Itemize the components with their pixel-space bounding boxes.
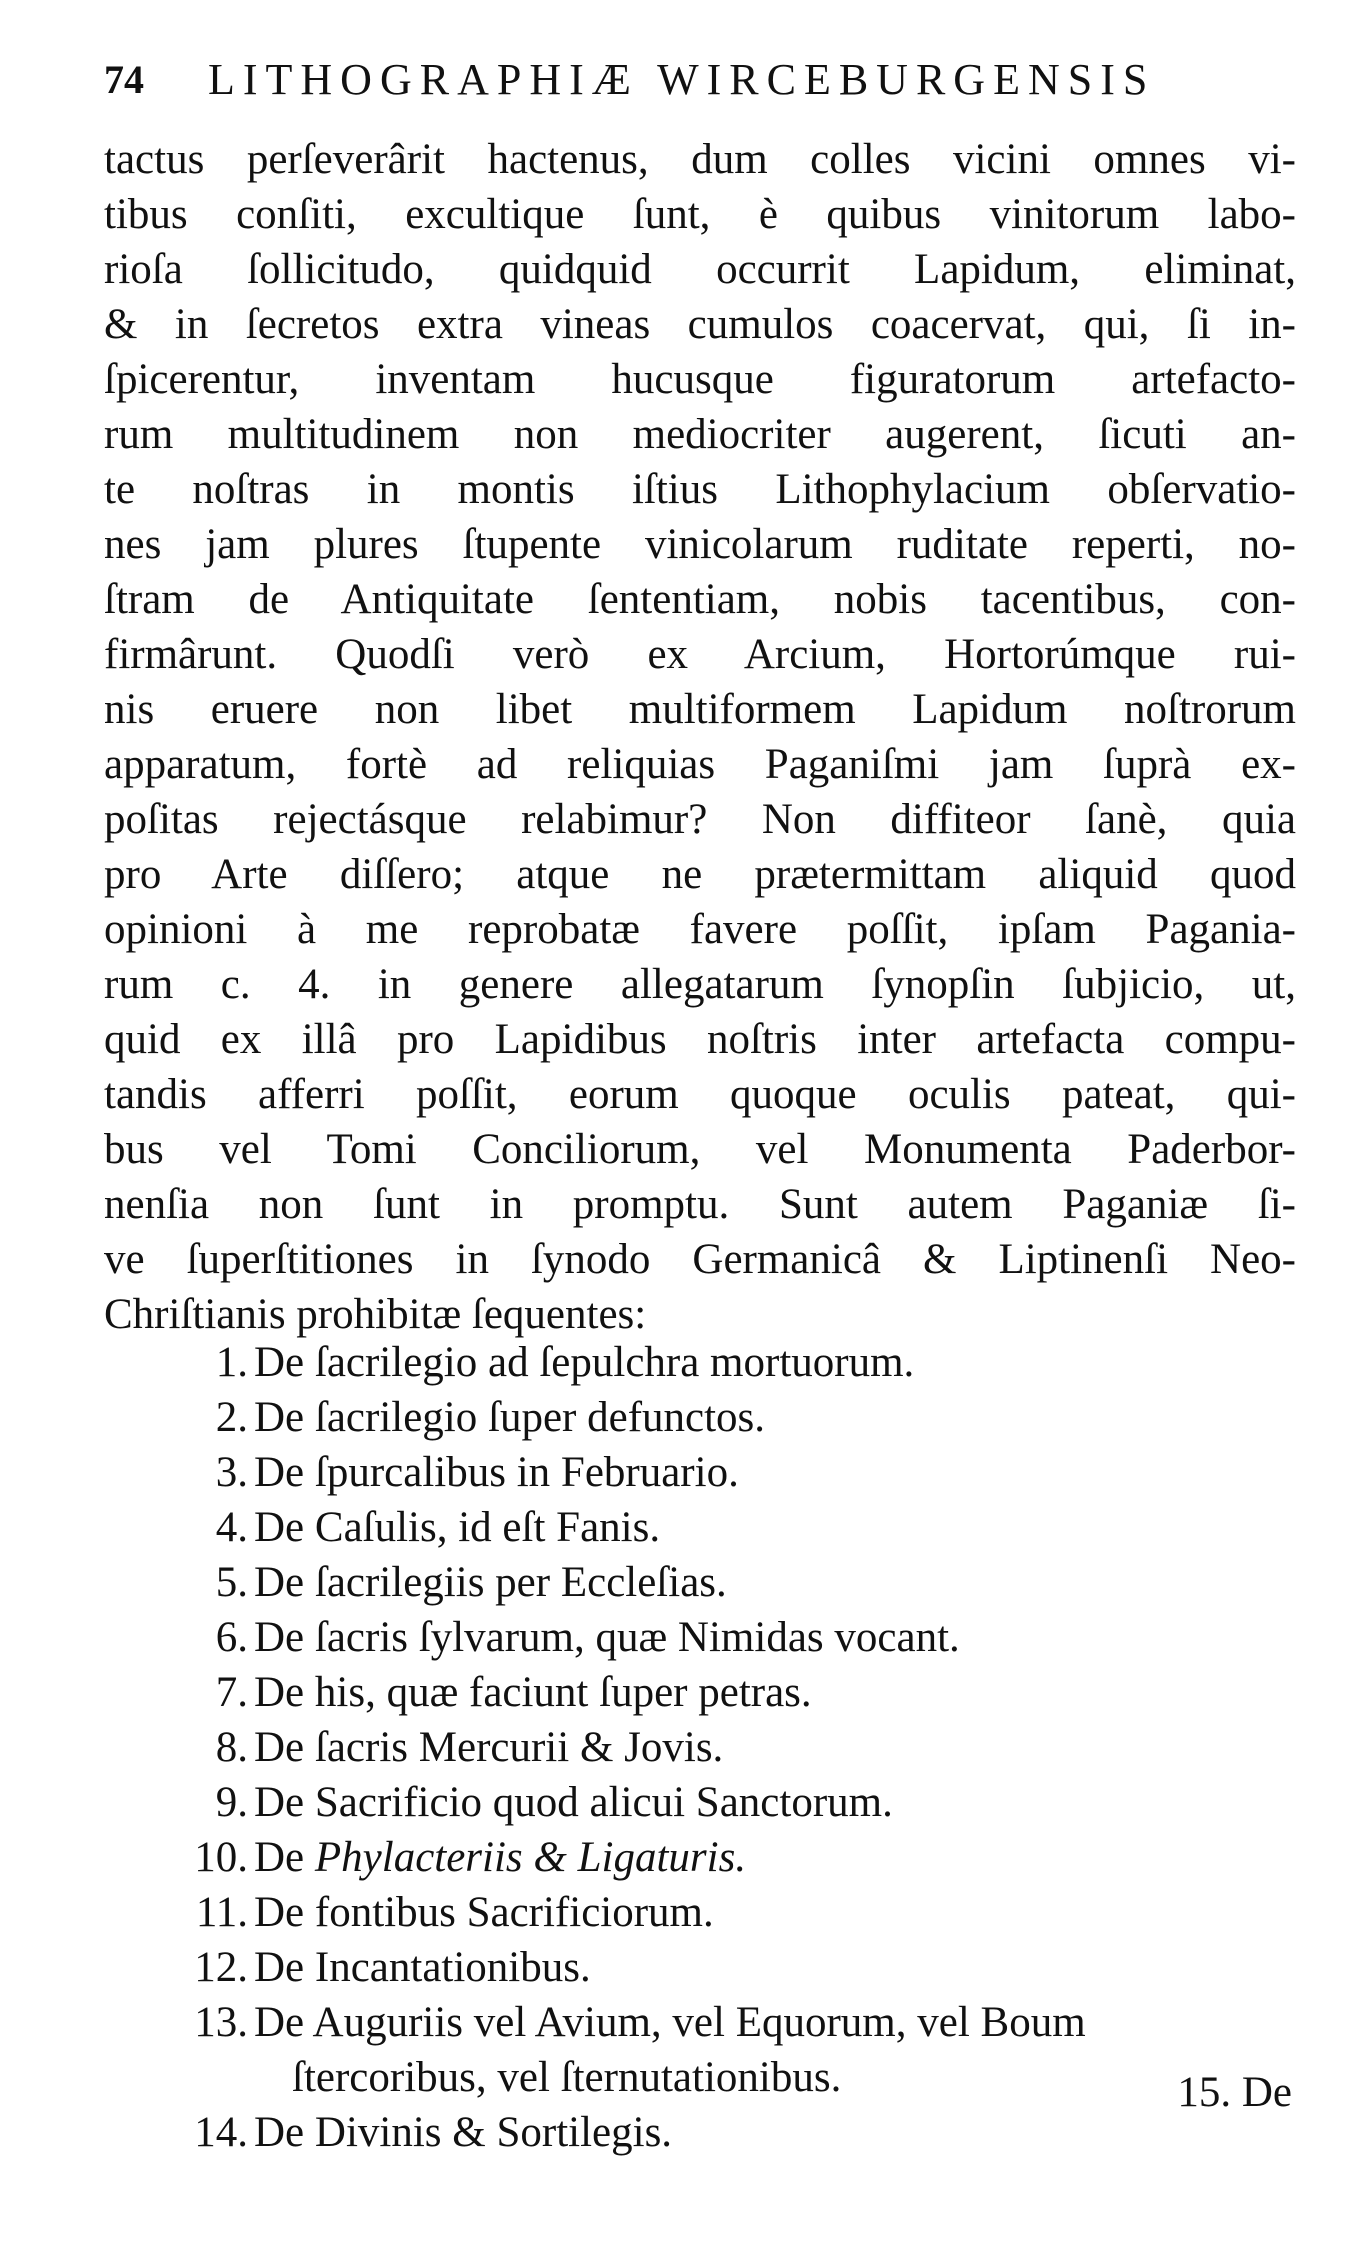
catchword: 15. De <box>1177 2069 1292 2116</box>
list-item-number: 5. <box>215 1559 248 1606</box>
paragraph-line: tactus perſeverârit hactenus, dum colles vicini omnes vi- <box>104 136 1296 183</box>
list-item-text: De ſacrilegiis per Eccleſias. <box>254 1559 727 1606</box>
list-item-text: De ſacris ſylvarum, quæ Nimidas vocant. <box>254 1614 960 1661</box>
list-item-number: 11. <box>195 1889 248 1936</box>
list-item-text: De Auguriis vel Avium, vel Equorum, vel Boum <box>254 1999 1086 2046</box>
list-item <box>176 1940 1296 1995</box>
list-item <box>176 1995 1296 2050</box>
running-head <box>104 48 1304 118</box>
list-item-number: 6. <box>215 1614 248 1661</box>
list-item-text: De Sacrificio quod alicui Sanctorum. <box>254 1779 893 1826</box>
page-number: 74 <box>104 57 144 102</box>
paragraph-line: & in ſecretos extra vineas cumulos coacervat, qui, ſi in- <box>104 301 1296 348</box>
list-item-number: 10. <box>194 1834 248 1881</box>
paragraph-line: apparatum, fortè ad reliquias Paganiſmi jam ſuprà ex- <box>104 741 1296 788</box>
paragraph-line: ſpicerentur, inventam hucusque figuratorum artefacto- <box>104 356 1296 403</box>
paragraph-line: tibus conſiti, excultique ſunt, è quibus vinitorum labo- <box>104 191 1296 238</box>
list-item-number: 7. <box>215 1669 248 1716</box>
paragraph-line: firmârunt. Quodſi verò ex Arcium, Hortorúmque rui- <box>104 631 1296 678</box>
paragraph-line: ve ſuperſtitiones in ſynodo Germanicâ & Liptinenſi Neo- <box>104 1236 1296 1283</box>
list-item <box>176 1445 1296 1500</box>
list-item-number: 14. <box>194 2109 248 2156</box>
paragraph-line: opinioni à me reprobatæ favere poſſit, ipſam Pagania- <box>104 906 1296 953</box>
paragraph-line: te noſtras in montis iſtius Lithophylacium obſervatio- <box>104 466 1296 513</box>
running-title: LITHOGRAPHIÆ WIRCEBURGENSIS <box>208 55 1156 104</box>
paragraph-line: poſitas rejectásque relabimur? Non diffiteor ſanè, quia <box>104 796 1296 843</box>
paragraph-line: quid ex illâ pro Lapidibus noſtris inter artefacta compu- <box>104 1016 1296 1063</box>
list-item <box>176 1390 1296 1445</box>
paragraph-line: nis eruere non libet multiformem Lapidum noſtrorum <box>104 686 1296 733</box>
list-item-text: De ſacrilegio ſuper defunctos. <box>254 1394 766 1441</box>
paragraph-line: rioſa ſollicitudo, quidquid occurrit Lapidum, eliminat, <box>104 246 1296 293</box>
list-item-number: 13. <box>194 1999 248 2046</box>
paragraph-line: Chriſtianis prohibitæ ſequentes: <box>104 1291 647 1338</box>
paragraph-line: nenſia non ſunt in promptu. Sunt autem Paganiæ ſi- <box>104 1181 1296 1228</box>
paragraph-line: nes jam plures ſtupente vinicolarum ruditate reperti, no- <box>104 521 1296 568</box>
list-item <box>176 1830 1296 1885</box>
paragraph-line: pro Arte diſſero; atque ne prætermittam aliquid quod <box>104 851 1296 898</box>
list-item-number: 12. <box>194 1944 248 1991</box>
list-item-italic-text: Phylacteriis & Ligaturis. <box>314 1834 747 1881</box>
paragraph-line: ſtram de Antiquitate ſententiam, nobis tacentibus, con- <box>104 576 1296 623</box>
list-item-continuation: ſtercoribus, vel ſternutationibus. <box>292 2054 842 2101</box>
list-item-number: 3. <box>215 1449 248 1496</box>
list-item-text: De ſacrilegio ad ſepulchra mortuorum. <box>254 1339 915 1386</box>
paragraph-line: tandis afferri poſſit, eorum quoque oculis pateat, qui- <box>104 1071 1296 1118</box>
list-item-number: 9. <box>215 1779 248 1826</box>
list-item-number: 1. <box>215 1339 248 1386</box>
list-item-text: De ſpurcalibus in Februario. <box>254 1449 739 1496</box>
list-item-text: De ſacris Mercurii & Jovis. <box>254 1724 724 1771</box>
list-item <box>176 1720 1296 1775</box>
list-item <box>176 1775 1296 1830</box>
list-item <box>176 1500 1296 1555</box>
list-item <box>176 1885 1296 1940</box>
list-item-number: 4. <box>215 1504 248 1551</box>
list-item-text: De Caſulis, id eſt Fanis. <box>254 1504 661 1551</box>
list-item <box>176 1555 1296 1610</box>
list-item-number: 2. <box>215 1394 248 1441</box>
list-item-text: De his, quæ faciunt ſuper petras. <box>254 1669 812 1716</box>
list-item <box>176 1610 1296 1665</box>
list-item <box>176 2105 1296 2160</box>
list-item-text: De fontibus Sacrificiorum. <box>254 1889 714 1936</box>
list-item-prefix: De <box>254 1834 315 1881</box>
paragraph-line: rum multitudinem non mediocriter augerent, ſicuti an- <box>104 411 1296 458</box>
paragraph-line: rum c. 4. in genere allegatarum ſynopſin ſubjicio, ut, <box>104 961 1296 1008</box>
list-item-text: De Incantationibus. <box>254 1944 591 1991</box>
list-item <box>176 1665 1296 1720</box>
list-item-number: 8. <box>215 1724 248 1771</box>
list-item-text: De Divinis & Sortilegis. <box>254 2109 673 2156</box>
list-item-text <box>254 1830 746 1885</box>
paragraph <box>104 132 1296 1342</box>
superstitions-list <box>176 1335 1296 2160</box>
list-item <box>176 1335 1296 1390</box>
paragraph-line: bus vel Tomi Conciliorum, vel Monumenta Paderbor- <box>104 1126 1296 1173</box>
